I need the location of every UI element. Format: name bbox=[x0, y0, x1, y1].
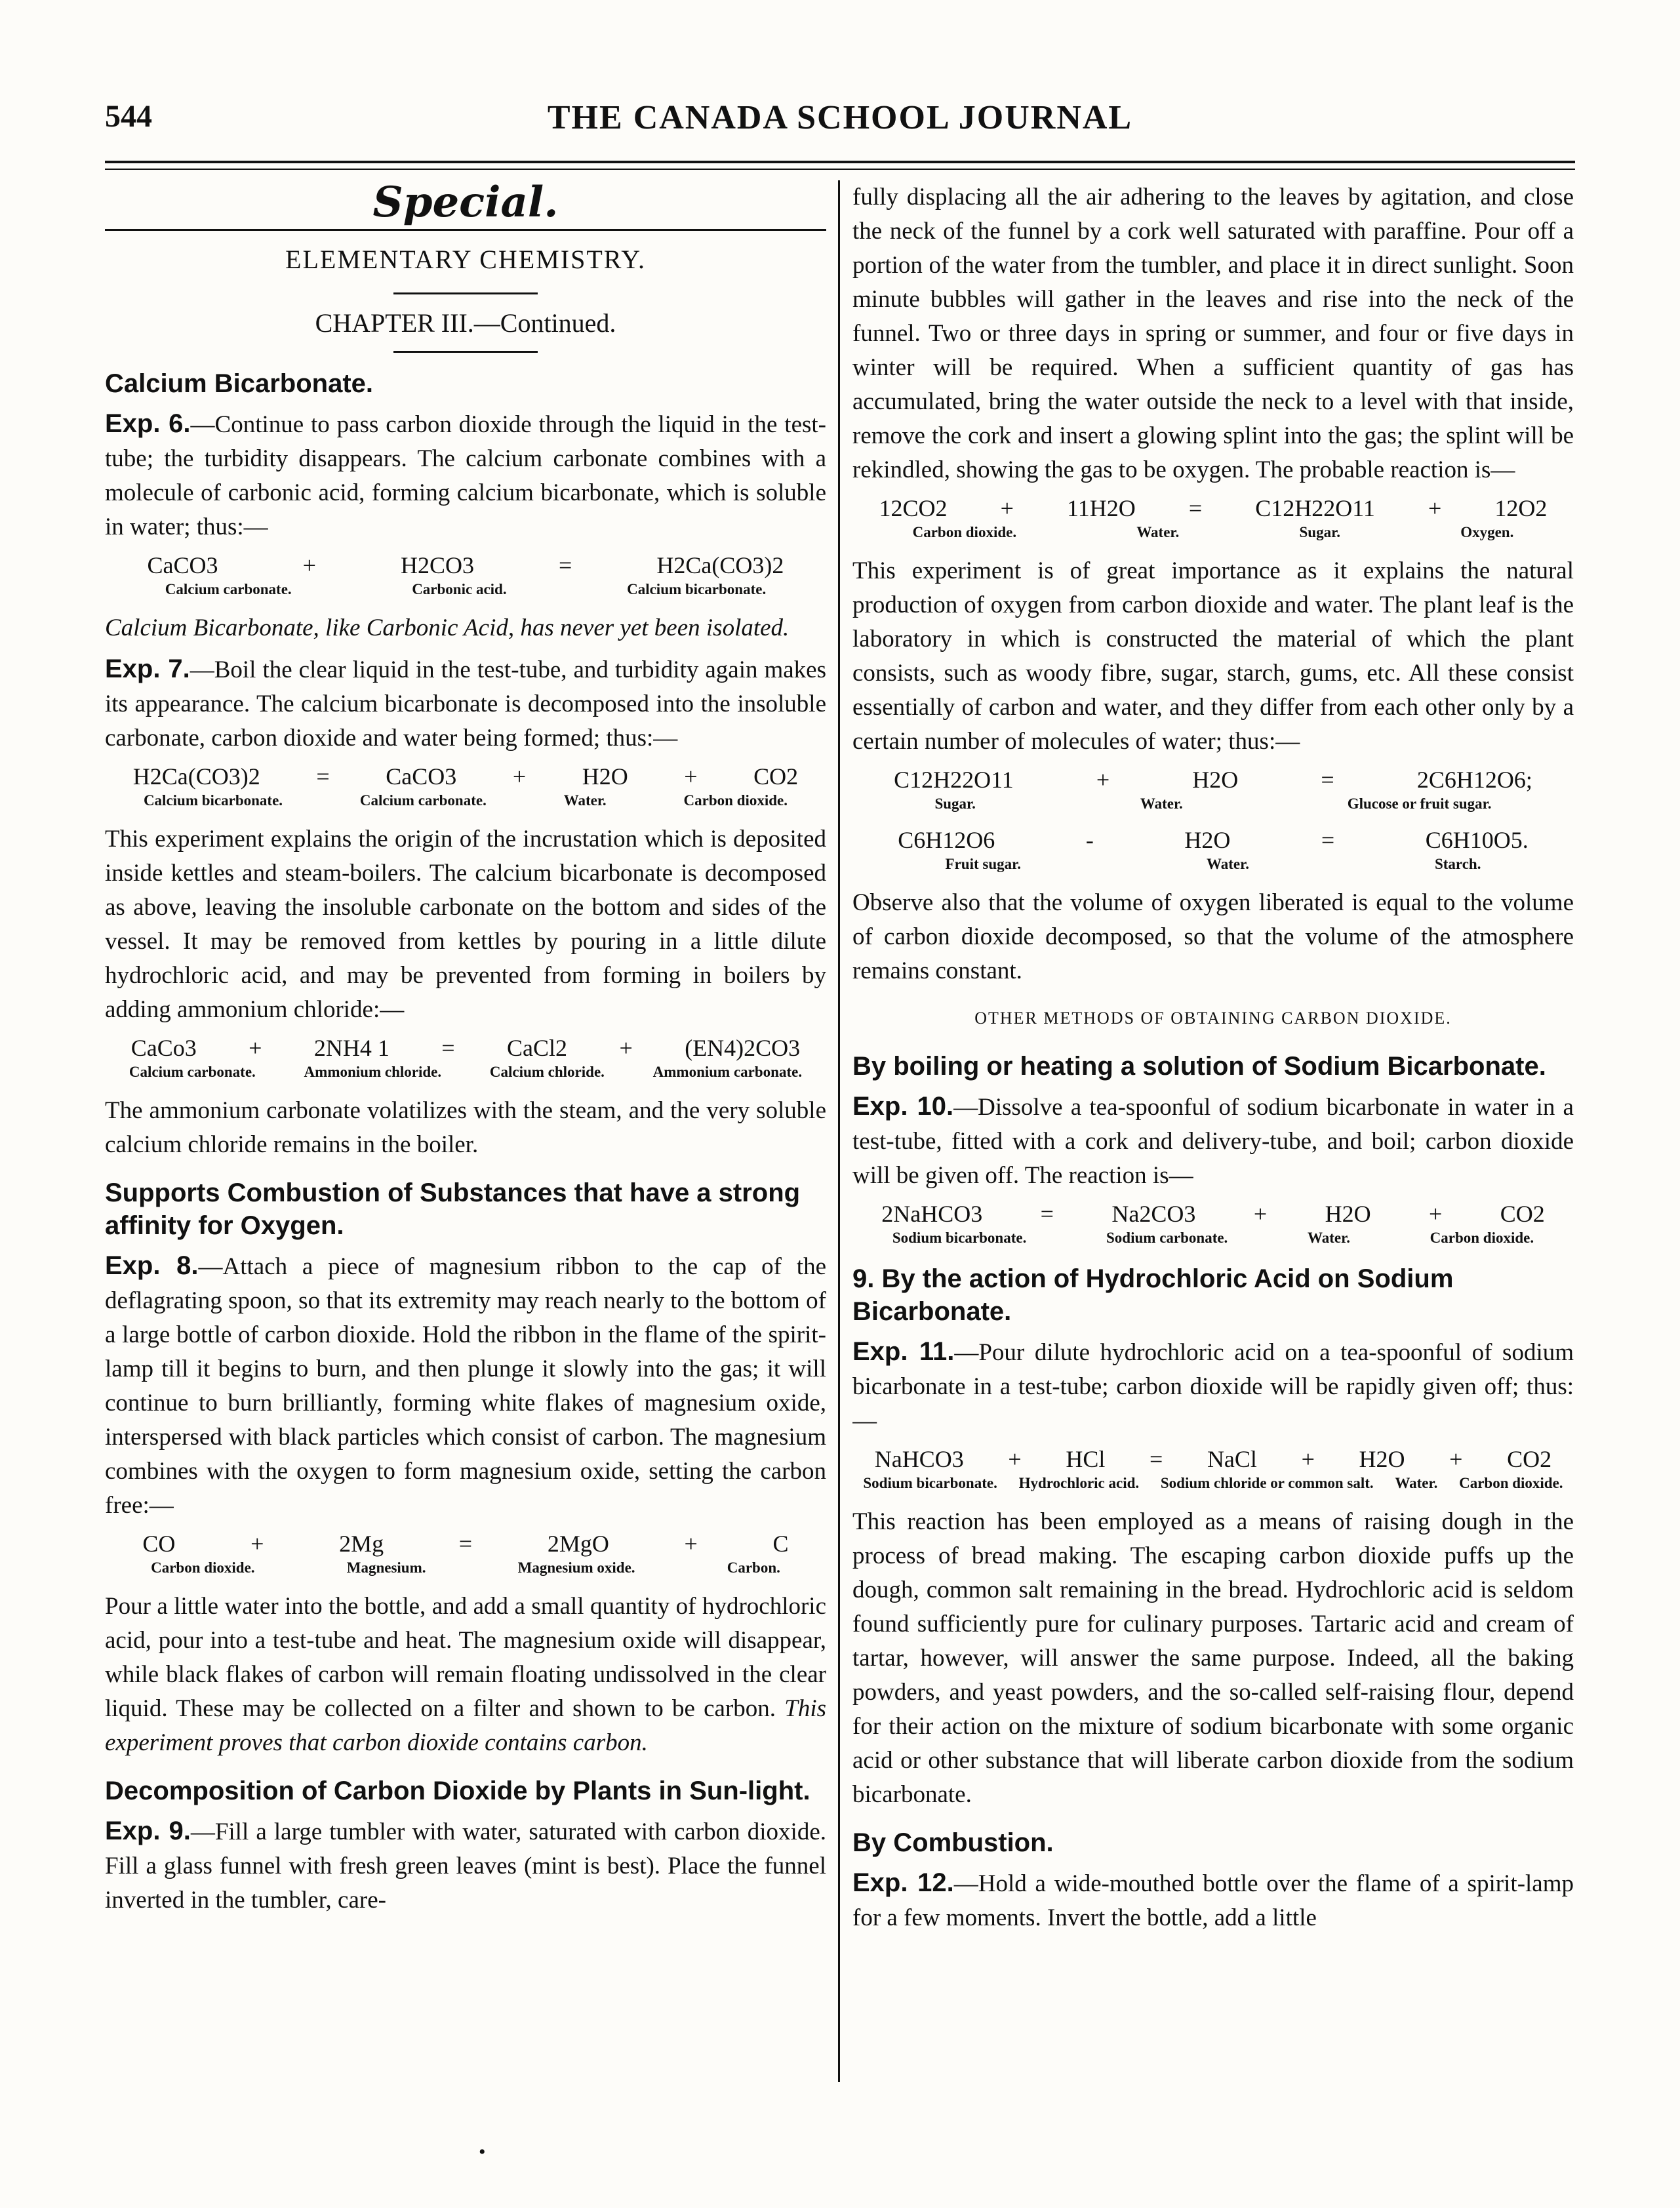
eq5-op: = bbox=[1188, 495, 1203, 521]
paragraph-observe: Observe also that the volume of oxygen liberated is equal to the volume of carbon dioxide decomposed, so that the volume of the atmosphere remains constant. bbox=[852, 889, 1574, 984]
eq3-term: CaCl2 bbox=[507, 1035, 568, 1061]
equation-8-names bbox=[852, 1228, 1574, 1248]
equation-6 bbox=[852, 765, 1574, 794]
eq2-name: Calcium bicarbonate. bbox=[143, 792, 283, 809]
pour-text: Pour a little water into the bottle, and add a small quantity of hydrochloric acid, pour into a test-tube and heat. The magnesium oxide will disappear, while black flakes of carbon will remain floating undissolved in the clear liquid. These may be collected on a filter and shown to be carbon. bbox=[105, 1593, 826, 1722]
eq2-name: Water. bbox=[563, 792, 607, 809]
eq9-op: = bbox=[1150, 1446, 1163, 1472]
eq2-term: CaCO3 bbox=[386, 763, 457, 790]
exp8-paragraph bbox=[105, 1249, 826, 1523]
eq7-op: - bbox=[1085, 827, 1094, 853]
equation-8 bbox=[852, 1199, 1574, 1228]
equation-5-names bbox=[852, 523, 1574, 542]
eq5-term: 12O2 bbox=[1494, 495, 1548, 521]
section-rule bbox=[393, 292, 538, 294]
eq8-name: Sodium bicarbonate. bbox=[892, 1230, 1027, 1246]
heading-decomposition: Decomposition of Carbon Dioxide by Plants in Sun-light. bbox=[105, 1776, 810, 1805]
exp7-text: —Boil the clear liquid in the test-tube, and turbidity again makes its appearance. The calcium bicarbonate is decomposed into the insoluble carbonate, carbon dioxide and water being formed; thus:— bbox=[105, 656, 826, 752]
eq3-op: = bbox=[441, 1035, 455, 1061]
journal-title: THE CANADA SCHOOL JOURNAL bbox=[547, 99, 1133, 136]
eq3-term: 2NH4 1 bbox=[313, 1035, 390, 1061]
eq5-term: C12H22O11 bbox=[1255, 495, 1375, 521]
exp10-text: —Dissolve a tea-spoonful of sodium bicarbonate in water in a test-tube, fitted with a cork and delivery-tube, and boil; carbon dioxide will be given off. The reaction is— bbox=[852, 1094, 1574, 1189]
exp7-paragraph bbox=[105, 652, 826, 755]
exp11-paragraph bbox=[852, 1335, 1574, 1438]
equation-3 bbox=[105, 1034, 826, 1062]
eq1-op: = bbox=[559, 552, 572, 578]
eq3-name: Calcium chloride. bbox=[489, 1064, 605, 1080]
eq9-name: Hydrochloric acid. bbox=[1018, 1475, 1140, 1491]
eq7-name: Water. bbox=[1207, 856, 1249, 872]
footer-mark: • bbox=[479, 2141, 486, 2163]
exp6-text: —Continue to pass carbon dioxide through the liquid in the test-tube; the turbidity disappears. The calcium carbonate combines with a molecule of carbonic acid, forming calcium bicarbonate, which is soluble in water; thus:— bbox=[105, 411, 826, 540]
eq8-term: 2NaHCO3 bbox=[881, 1201, 983, 1227]
eq7-term: C6H10O5. bbox=[1425, 827, 1529, 853]
equation-6-names bbox=[852, 794, 1574, 814]
equation-7 bbox=[852, 826, 1574, 854]
exp12-label: Exp. 12. bbox=[852, 1868, 954, 1897]
eq3-term: (EN4)2CO3 bbox=[685, 1035, 801, 1061]
eq5-op: + bbox=[1000, 495, 1014, 521]
eq6-name: Sugar. bbox=[934, 795, 976, 812]
right-column bbox=[852, 180, 1574, 2077]
eq4-name: Magnesium oxide. bbox=[517, 1559, 635, 1576]
eq2-op: = bbox=[316, 763, 330, 790]
heading-calcium-bicarbonate: Calcium Bicarbonate. bbox=[105, 369, 374, 398]
eq8-op: = bbox=[1040, 1201, 1054, 1227]
column-divider bbox=[838, 180, 840, 2082]
heading-boiling: By boiling or heating a solution of Sodium Bicarbonate. bbox=[852, 1052, 1546, 1081]
eq2-name: Carbon dioxide. bbox=[683, 792, 788, 809]
exp8-label: Exp. 8. bbox=[105, 1251, 199, 1280]
eq1-name: Carbonic acid. bbox=[412, 581, 507, 597]
eq3-name: Calcium carbonate. bbox=[129, 1064, 256, 1080]
eq8-term: CO2 bbox=[1500, 1201, 1545, 1227]
eq4-op: + bbox=[250, 1531, 264, 1557]
eq5-name: Oxygen. bbox=[1460, 524, 1514, 540]
exp8-text: —Attach a piece of magnesium ribbon to the cap of the deflagrating spoon, so that its extremity may reach nearly to the bottom of a large bottle of carbon dioxide. Hold the ribbon in the flame of the spirit-lamp till it begins to burn, and then plunge it slowly into the gas; it will continue to burn brilliantly, forming white flakes of magnesium oxide, interspersed with black particles which consist of carbon. The magnesium combines with the oxygen to form magnesium oxide, setting the carbon free:— bbox=[105, 1253, 826, 1519]
equation-4-names bbox=[105, 1558, 826, 1578]
eq1-term: H2CO3 bbox=[400, 552, 474, 578]
eq8-name: Water. bbox=[1308, 1230, 1350, 1246]
eq1-name: Calcium bicarbonate. bbox=[627, 581, 767, 597]
eq3-name: Ammonium carbonate. bbox=[652, 1064, 803, 1080]
eq9-term: NaCl bbox=[1207, 1446, 1257, 1472]
eq6-name: Glucose or fruit sugar. bbox=[1347, 795, 1492, 812]
eq6-term: 2C6H12O6; bbox=[1416, 767, 1532, 793]
eq9-op: + bbox=[1008, 1446, 1022, 1472]
eq9-name: Sodium chloride or common salt. bbox=[1160, 1475, 1374, 1491]
equation-9 bbox=[852, 1445, 1574, 1474]
exp9-text: —Fill a large tumbler with water, saturated with carbon dioxide. Fill a glass funnel with fresh green leaves (mint is best). Place the funnel inverted in the tumbler, care- bbox=[105, 1818, 826, 1914]
eq4-name: Magnesium. bbox=[346, 1559, 426, 1576]
eq5-term: 12CO2 bbox=[879, 495, 948, 521]
note-isolated: Calcium Bicarbonate, like Carbonic Acid, has never yet been isolated. bbox=[105, 614, 790, 641]
eq3-op: + bbox=[619, 1035, 633, 1061]
eq1-op: + bbox=[302, 552, 316, 578]
header-rule bbox=[105, 161, 1575, 163]
eq3-name: Ammonium chloride. bbox=[304, 1064, 442, 1080]
eq8-term: H2O bbox=[1325, 1201, 1371, 1227]
exp10-paragraph bbox=[852, 1089, 1574, 1193]
eq4-op: + bbox=[684, 1531, 698, 1557]
eq2-term: CO2 bbox=[753, 763, 799, 790]
eq8-op: + bbox=[1429, 1201, 1443, 1227]
eq8-op: + bbox=[1253, 1201, 1268, 1227]
eq9-op: + bbox=[1301, 1446, 1315, 1472]
eq7-term: H2O bbox=[1184, 827, 1231, 853]
eq6-op: + bbox=[1096, 767, 1110, 793]
eq8-name: Carbon dioxide. bbox=[1430, 1230, 1534, 1246]
paragraph-dough: This reaction has been employed as a means of raising dough in the process of bread making. The escaping carbon dioxide puffs up the dough, common salt remaining in the bread. Hydrochloric acid is seldom found sufficiently pure for culinary purposes. Tartaric acid and cream of tartar, however, will answer the same purpose. Indeed, all the baking powders, and yeast powders, and the so-called self-raising flour, depend for their action on the mixture of sodium bicarbonate with some organic acid or other substance that will liberate carbon dioxide from the sodium bicarbonate. bbox=[852, 1508, 1574, 1808]
exp11-label: Exp. 11. bbox=[852, 1337, 955, 1366]
eq2-op: + bbox=[684, 763, 698, 790]
equation-1 bbox=[105, 551, 826, 580]
eq2-name: Calcium carbonate. bbox=[359, 792, 487, 809]
equation-5 bbox=[852, 494, 1574, 523]
eq9-op: + bbox=[1449, 1446, 1463, 1472]
heading-hydrochloric: 9. By the action of Hydrochloric Acid on Sodium Bicarbonate. bbox=[852, 1264, 1454, 1326]
page-number: 544 bbox=[105, 99, 152, 134]
eq9-term: HCl bbox=[1066, 1446, 1106, 1472]
equation-4 bbox=[105, 1529, 826, 1558]
eq3-op: + bbox=[249, 1035, 262, 1061]
page-header bbox=[105, 98, 1575, 151]
left-column bbox=[105, 180, 826, 2077]
eq6-name: Water. bbox=[1140, 795, 1183, 812]
eq8-term: Na2CO3 bbox=[1111, 1201, 1196, 1227]
eq9-name: Sodium bicarbonate. bbox=[863, 1475, 997, 1491]
eq6-term: C12H22O11 bbox=[894, 767, 1014, 793]
exp12-paragraph bbox=[852, 1866, 1574, 1935]
exp6-label: Exp. 6. bbox=[105, 409, 191, 438]
eq8-name: Sodium carbonate. bbox=[1106, 1230, 1228, 1246]
paragraph-ammonium: The ammonium carbonate volatilizes with the steam, and the very soluble calcium chloride remains in the boiler. bbox=[105, 1097, 826, 1158]
section-title: ELEMENTARY CHEMISTRY. bbox=[285, 245, 646, 274]
eq4-name: Carbon dioxide. bbox=[151, 1559, 255, 1576]
eq4-term: 2MgO bbox=[547, 1531, 609, 1557]
exp10-label: Exp. 10. bbox=[852, 1092, 954, 1121]
eq9-term: CO2 bbox=[1507, 1446, 1552, 1472]
special-rule bbox=[105, 229, 826, 231]
eq7-term: C6H12O6 bbox=[898, 827, 995, 853]
special-heading: Special. bbox=[372, 180, 559, 227]
eq5-op: + bbox=[1428, 495, 1442, 521]
eq5-name: Sugar. bbox=[1299, 524, 1340, 540]
paragraph-pour bbox=[105, 1590, 826, 1760]
exp6-paragraph bbox=[105, 407, 826, 544]
eq1-term: CaCO3 bbox=[147, 552, 218, 578]
header-rule-thin bbox=[105, 169, 1575, 170]
eq3-term: CaCo3 bbox=[130, 1035, 197, 1061]
eq6-term: H2O bbox=[1192, 767, 1239, 793]
exp12-text: —Hold a wide-mouthed bottle over the flame of a spirit-lamp for a few moments. Invert the bottle, add a little bbox=[852, 1870, 1574, 1931]
other-methods-heading: OTHER METHODS OF OBTAINING CARBON DIOXIDE. bbox=[974, 1009, 1452, 1028]
equation-1-names bbox=[105, 580, 826, 599]
eq1-name: Calcium carbonate. bbox=[165, 581, 292, 597]
eq9-term: NaHCO3 bbox=[874, 1446, 964, 1472]
eq4-op: = bbox=[458, 1531, 473, 1557]
eq7-name: Fruit sugar. bbox=[945, 856, 1021, 872]
paragraph-importance: This experiment is of great importance as it explains the natural production of oxygen from carbon dioxide and water. The plant leaf is the laboratory in which is constructed the material of which the plant consists, such as woody fibre, sugar, starch, gums, etc. All these consist essentially of carbon and water, and they differ from each other only by a certain number of molecules of water; thus:— bbox=[852, 557, 1574, 755]
chapter-title: CHAPTER III.—Continued. bbox=[315, 308, 616, 338]
paragraph-incrustation: This experiment explains the origin of the incrustation which is deposited inside kettles and steam-boilers. The calcium bicarbonate is decomposed as above, leaving the insoluble carbonate on the bottom and sides of the vessel. It may be removed from kettles by pouring in a little dilute hydrochloric acid, and may be prevented from forming in boilers by adding ammonium chloride:— bbox=[105, 826, 826, 1023]
eq9-name: Carbon dioxide. bbox=[1459, 1475, 1563, 1491]
heading-supports-combustion: Supports Combustion of Substances that have a strong affinity for Oxygen. bbox=[105, 1178, 801, 1240]
pour-italic: This experiment proves that carbon dioxide contains carbon. bbox=[105, 1695, 826, 1756]
eq5-name: Carbon dioxide. bbox=[912, 524, 1017, 540]
eq2-op: + bbox=[512, 763, 527, 790]
exp7-label: Exp. 7. bbox=[105, 654, 190, 683]
eq5-term: 11H2O bbox=[1067, 495, 1136, 521]
eq1-term: H2Ca(CO3)2 bbox=[656, 552, 784, 578]
equation-7-names bbox=[852, 854, 1574, 874]
equation-9-names bbox=[852, 1474, 1574, 1493]
exp9-paragraph bbox=[105, 1814, 826, 1917]
paragraph-continuation: fully displacing all the air adhering to the leaves by agitation, and close the neck of the funnel by a cork well saturated with paraffine. Pour off a portion of the water from the tumbler, and place it in direct sunlight. Soon minute bubbles will gather in the leaves and rise into the neck of the funnel. Two or three days in spring or summer, and four or five days in winter will be required. When a sufficient quantity of gas has accumulated, bring the water outside the neck to a level with that inside, remove the cork and insert a glowing splint into the gas; the splint will be rekindled, showing the gas to be oxygen. The probable reaction is— bbox=[852, 184, 1574, 483]
eq7-name: Starch. bbox=[1434, 856, 1481, 872]
eq2-term: H2Ca(CO3)2 bbox=[132, 763, 260, 790]
eq7-op: = bbox=[1321, 827, 1335, 853]
heading-combustion: By Combustion. bbox=[852, 1828, 1054, 1857]
equation-2-names bbox=[105, 791, 826, 811]
equation-2 bbox=[105, 762, 826, 791]
eq6-op: = bbox=[1321, 767, 1334, 793]
eq4-term: CO bbox=[142, 1531, 176, 1557]
eq4-term: 2Mg bbox=[339, 1531, 384, 1557]
exp11-text: —Pour dilute hydrochloric acid on a tea-spoonful of sodium bicarbonate in a test-tube; carbon dioxide will be rapidly given off; thus:— bbox=[852, 1339, 1574, 1434]
equation-3-names bbox=[105, 1062, 826, 1082]
eq4-term: C bbox=[772, 1531, 789, 1557]
exp9-label: Exp. 9. bbox=[105, 1817, 191, 1845]
eq9-name: Water. bbox=[1395, 1475, 1438, 1491]
eq5-name: Water. bbox=[1136, 524, 1180, 540]
eq9-term: H2O bbox=[1359, 1446, 1405, 1472]
eq2-term: H2O bbox=[582, 763, 628, 790]
eq4-name: Carbon. bbox=[727, 1559, 780, 1576]
chapter-rule bbox=[393, 351, 538, 353]
